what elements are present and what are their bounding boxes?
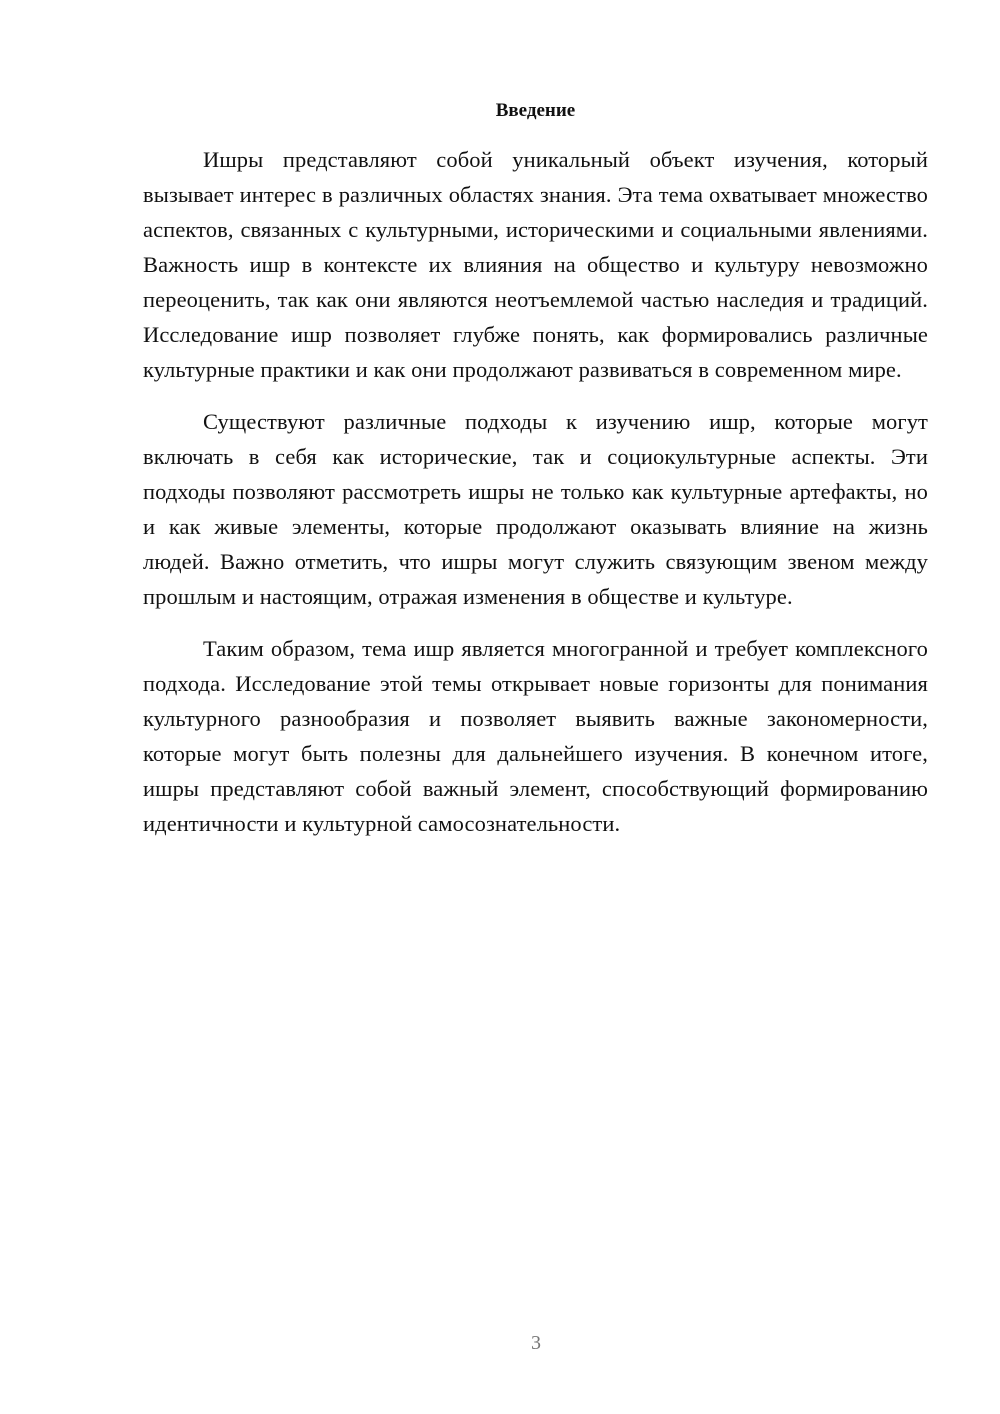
page-content	[143, 96, 928, 858]
page-number: 3	[531, 1332, 541, 1354]
paragraph-1: Ишры представляют собой уникальный объект изучения, который вызывает интерес в различных областях знания. Эта тема охватывает множество аспектов, связанных с культурными, историческими и социальными явлениями. Важность ишр в контексте их влияния на общество и культуру невозможно переоценить, так как они являются неотъемлемой частью наследия и традиций. Исследование ишр позволяет глубже понять, как формировались различные культурные практики и как они продолжают развиваться в современном мире.	[143, 147, 928, 382]
paragraph-2: Существуют различные подходы к изучению ишр, которые могут включать в себя как исторические, так и социокультурные аспекты. Эти подходы позволяют рассмотреть ишры не только как культурные артефакты, но и как живые элементы, которые продолжают оказывать влияние на жизнь людей. Важно отметить, что ишры могут служить связующим звеном между прошлым и настоящим, отражая изменения в обществе и культуре.	[143, 409, 928, 609]
section-title: Введение	[495, 100, 576, 121]
paragraph-3: Таким образом, тема ишр является многогранной и требует комплексного подхода. Исследование этой темы открывает новые горизонты для понимания культурного разнообразия и позволяет выявить важные закономерности, которые могут быть полезны для дальнейшего изучения. В конечном итоге, ишры представляют собой важный элемент, способствующий формированию идентичности и культурной самосознательности.	[143, 636, 928, 836]
